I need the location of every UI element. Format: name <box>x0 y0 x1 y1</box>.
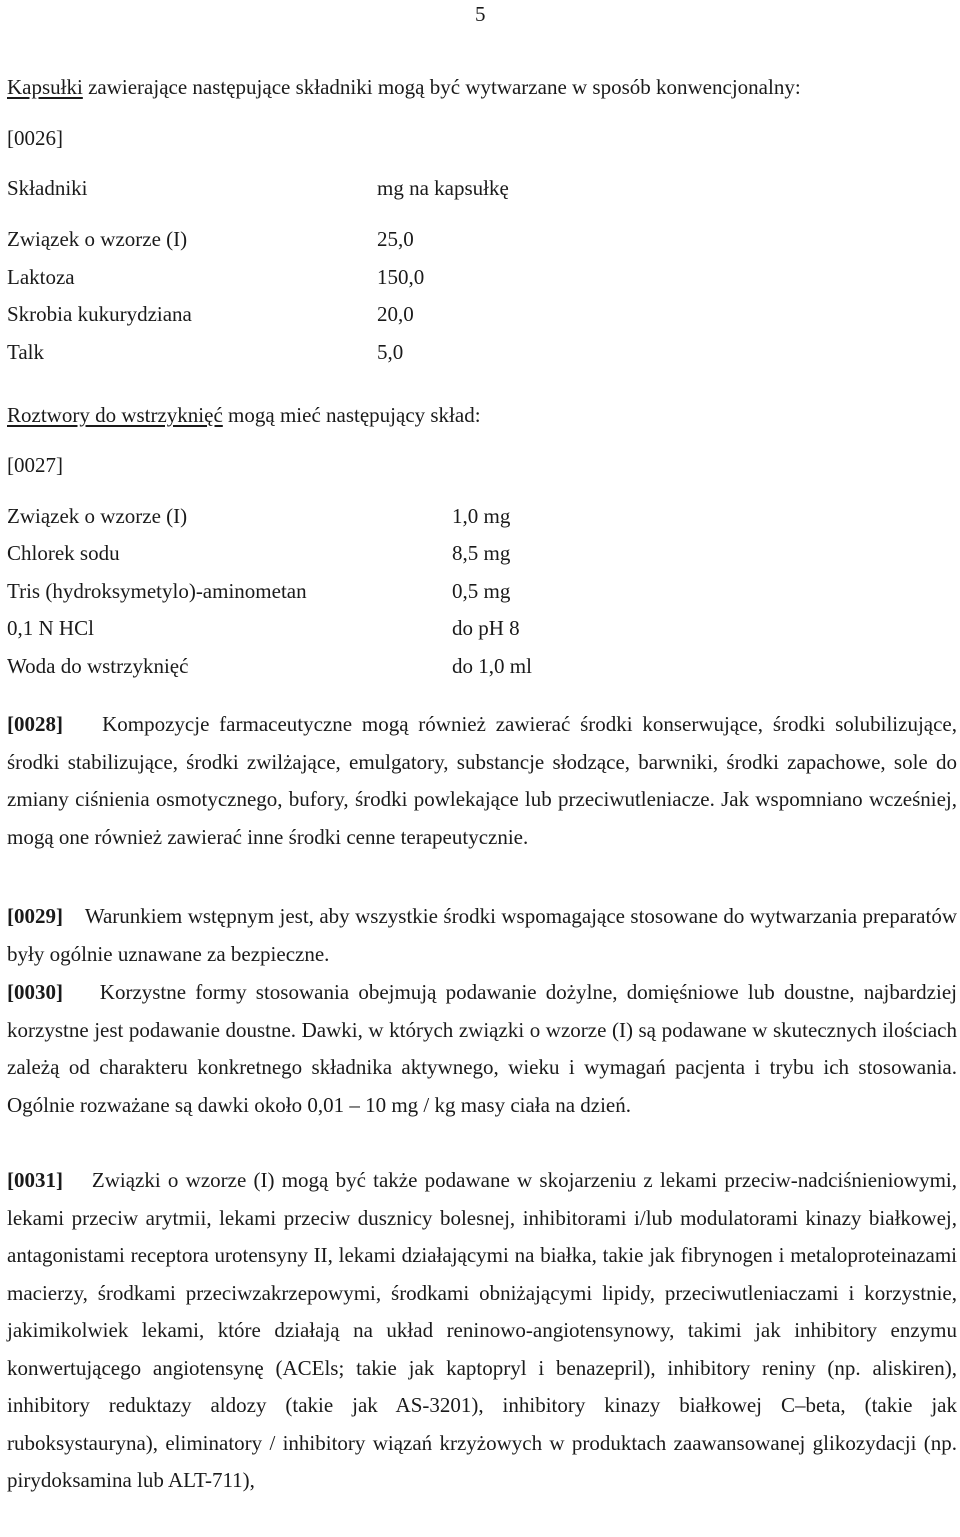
injection-row-name: Woda do wstrzyknięć <box>7 654 189 678</box>
paragraph-number: [0030] <box>7 980 63 1004</box>
capsules-row-value: 20,0 <box>377 302 414 326</box>
capsules-row-name: Talk <box>7 340 45 364</box>
paragraph-number: [0028] <box>7 712 63 736</box>
paragraph-0028 <box>7 706 957 856</box>
paragraph-text: Związki o wzorze (I) mogą być także podawane w skojarzeniu z lekami przeciw-nadciśnieniowymi, lekami przeciw arytmii, lekami przeciw dusznicy bolesnej, inhibitorami i/lub modulatorami kinazy białkowej, antagonistami receptora urotensyny II, lekami działającymi na białka, takie jak fibrynogen i metaloproteinazami macierzy, środkami przeciwzakrzepowymi, środkami obniżającymi lipidy, przeciwutleniaczami i korzystnie, jakimikolwiek lekami, które działają na układ reninowo-angiotensynowy, takimi jak inhibitory enzymu konwertującego angiotensynę (ACEls; takie jak kaptopryl i benazepril), inhibitory reniny (np. aliskiren), inhibitory reduktazy aldozy (takie jak AS-3201), inhibitory kinazy białkowej C–beta, (takie jak ruboksystauryna), eliminatory / inhibitory wiązań krzyżowych w produktach zaawansowanej glikozydacji (np. pirydoksamina lub ALT-711), <box>7 1168 958 1492</box>
injection-intro-rest: mogą mieć następujący skład: <box>222 403 481 427</box>
capsules-row-value: 5,0 <box>377 340 404 364</box>
injection-intro <box>7 403 481 428</box>
injection-row-value: do 1,0 ml <box>452 654 532 678</box>
paragraph-0029 <box>7 898 957 973</box>
capsules-row-value: 150,0 <box>377 265 425 289</box>
capsules-header-name: Składniki <box>7 176 88 200</box>
capsules-header-value: mg na kapsułkę <box>377 176 509 200</box>
injection-row-value: 1,0 mg <box>452 504 511 528</box>
capsules-row-value: 25,0 <box>377 227 414 251</box>
capsules-intro-underlined: Kapsułki <box>7 75 83 99</box>
paragraph-text: Korzystne formy stosowania obejmują podawanie dożylne, domięśniowe lub doustne, najbardziej korzystne jest podawanie doustne. Dawki, w których związki o wzorze (I) są podawane w skutecznych ilościach zależą od charakteru konkretnego składnika aktywnego, wieku i wymagań pacjenta i trybu ich stosowania. Ogólnie rozważane są dawki około 0,01 – 10 mg / kg masy ciała na dzień. <box>7 980 957 1117</box>
injection-row-name: 0,1 N HCl <box>7 616 94 640</box>
paragraph-text: Warunkiem wstępnym jest, aby wszystkie środki wspomagające stosowane do wytwarzania preparatów były ogólnie uznawane za bezpieczne. <box>7 904 957 966</box>
capsules-row-name: Skrobia kukurydziana <box>7 302 192 326</box>
injection-intro-underlined: Roztwory do wstrzyknięć <box>7 403 223 427</box>
paragraph-number: [0031] <box>7 1168 63 1192</box>
capsules-intro <box>7 75 801 100</box>
paragraph-number-0027: [0027] <box>7 453 63 477</box>
capsules-row-name: Laktoza <box>7 265 75 289</box>
page-number: 5 <box>475 2 486 26</box>
paragraph-number: [0029] <box>7 904 63 928</box>
paragraph-number-0026: [0026] <box>7 126 63 150</box>
injection-row-name: Chlorek sodu <box>7 541 120 565</box>
injection-row-name: Tris (hydroksymetylo)-aminometan <box>7 579 307 603</box>
injection-row-value: 0,5 mg <box>452 579 511 603</box>
injection-row-value: do pH 8 <box>452 616 520 640</box>
paragraph-0031 <box>7 1162 957 1500</box>
injection-row-name: Związek o wzorze (I) <box>7 504 188 528</box>
capsules-row-name: Związek o wzorze (I) <box>7 227 188 251</box>
paragraph-text: Kompozycje farmaceutyczne mogą również zawierać środki konserwujące, środki solubilizujące, środki stabilizujące, środki zwilżające, emulgatory, substancje słodzące, barwniki, środki zapachowe, sole do zmiany ciśnienia osmotycznego, bufory, środki powlekające lub przeciwutleniacze. Jak wspomniano wcześniej, mogą one również zawierać inne środki cenne terapeutycznie. <box>7 712 957 849</box>
paragraph-0030 <box>7 974 957 1124</box>
injection-row-value: 8,5 mg <box>452 541 511 565</box>
capsules-intro-rest: zawierające następujące składniki mogą być wytwarzane w sposób konwencjonalny: <box>82 75 801 99</box>
